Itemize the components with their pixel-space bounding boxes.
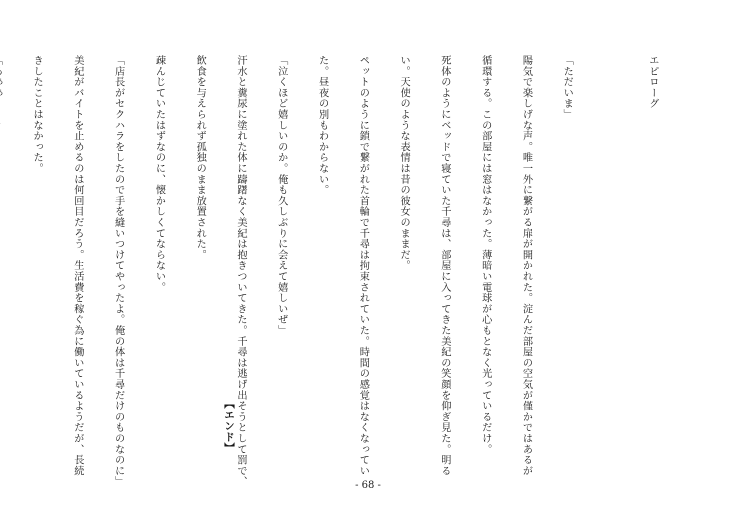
text-line: ペットのように鎖で繋がれた首輪で千尋は拘束されていた。時間の感覚はなくなってい [357, 55, 369, 477]
chapter-title: エピローグ [646, 55, 658, 109]
text-line: 美紀がバイトを止めるのは何回目だろう。生活費を稼ぐ為に働いているようだが、長続 [71, 55, 83, 477]
text-line: 陽気で楽しげな声。唯一外に繋がる扉が開かれた。淀んだ部屋の空気が僅かではあるが [520, 55, 532, 477]
text-line [0, 55, 2, 475]
text-line: 汗水と糞尿に塗れた体に躊躇なく美紀は抱きついてきた。千尋は逃げ出そうとして罰で、 [235, 55, 246, 487]
text-line: 循環する。この部屋には窓はなかった。薄暗い電球が心もとなく光っているだけ。 [479, 55, 491, 455]
text-line: 「ただいま」 [561, 55, 573, 120]
text-line: 「店長がセクハラをしたので手を縫いつけてやったよ。俺の体は千尋だけのものなのに」 [112, 55, 124, 487]
text-line [600, 55, 614, 475]
page-number: - 68 - [355, 480, 381, 491]
text-line: 「泣くほど嬉しいのか。俺も久しぶりに会えて嬉しいぜ」 [275, 55, 287, 336]
text-line: 飲食を与えられず孤独のまま放置された。 [194, 55, 206, 261]
text-line: 疎んじていたはずなのに、懐かしくてならない。 [153, 55, 165, 293]
text-line: きしたことはなかった。 [31, 55, 43, 174]
text-line: 死体のようにベッドで寝ていた千尋は、部屋に入ってきた美紀の笑顔を仰ぎ見た。明る [438, 55, 450, 477]
end-mark: 【エンド】 [223, 398, 235, 454]
text-line: い。天使のような表情は昔の彼女のままだ。 [398, 55, 410, 271]
text-line: た。昼夜の別もわからない。 [316, 55, 328, 196]
